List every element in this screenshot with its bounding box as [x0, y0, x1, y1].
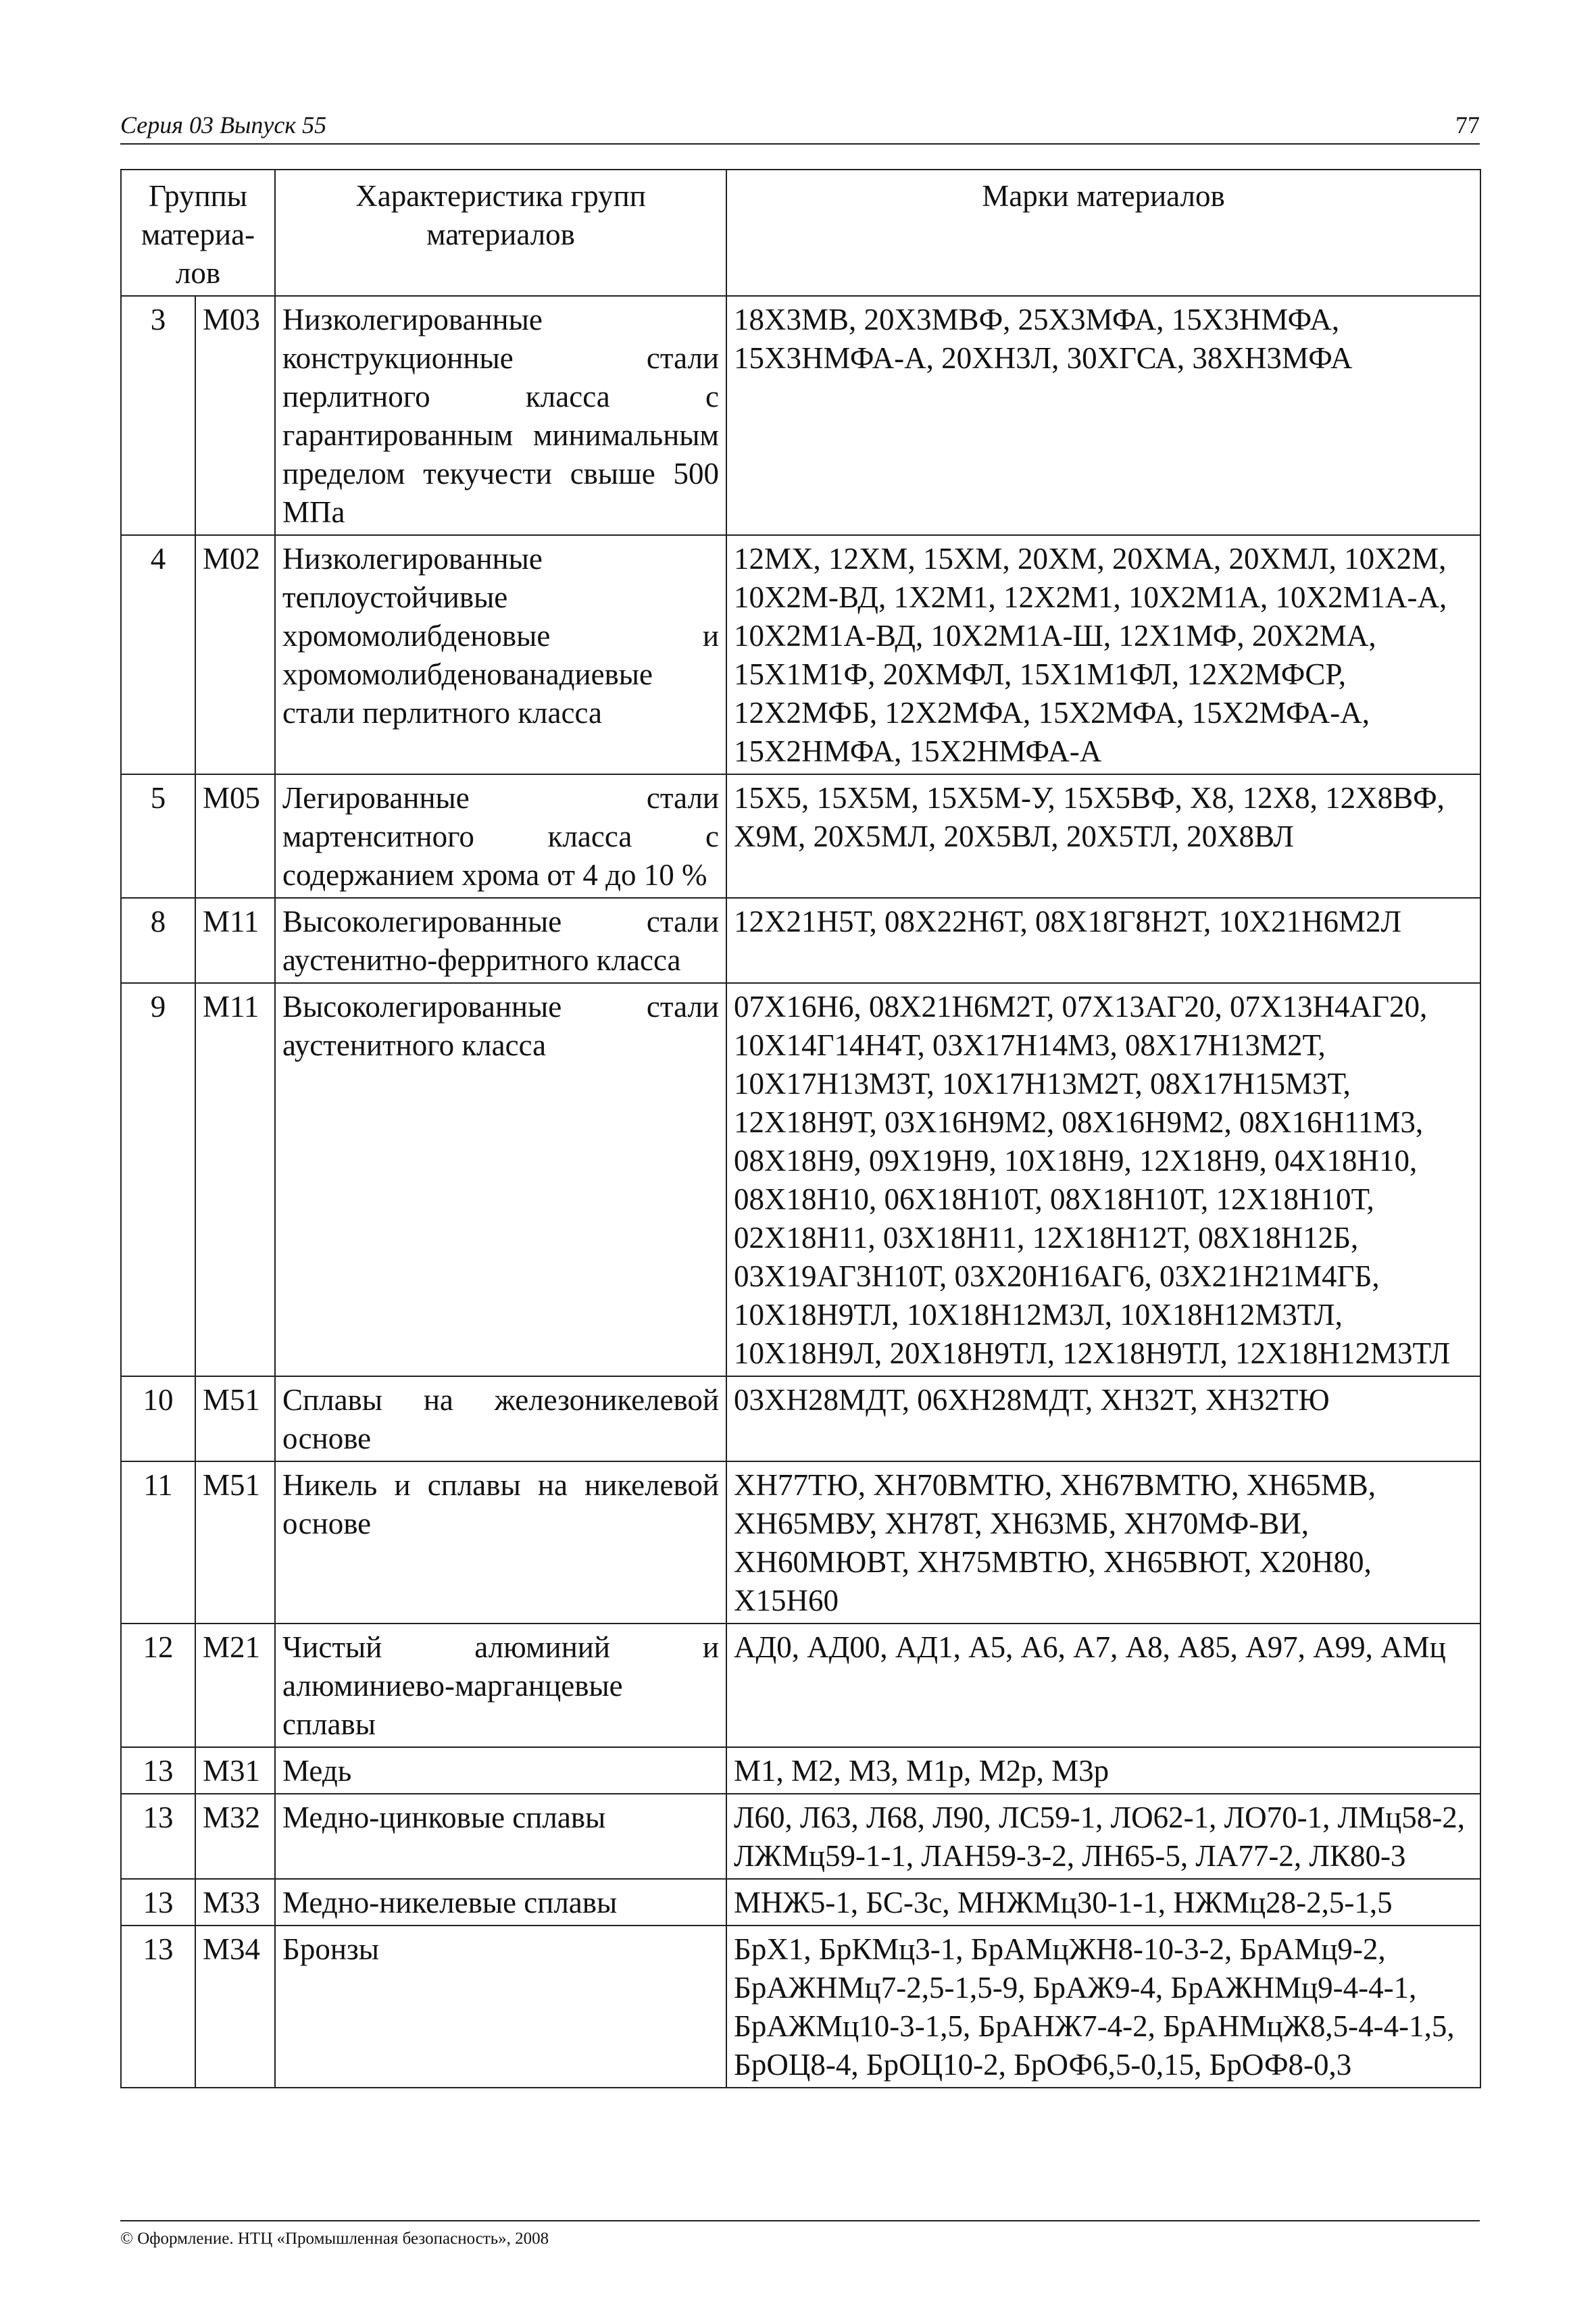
table-row — [121, 535, 1480, 774]
table-row — [121, 1376, 1480, 1461]
copyright-footer: © Оформление. НТЦ «Промышленная безопасность», 2008 — [120, 2230, 549, 2248]
table-row — [121, 296, 1480, 535]
table-row — [121, 983, 1480, 1376]
table-row — [121, 1794, 1480, 1879]
page-number: 77 — [1455, 111, 1480, 139]
group-description: Медь — [275, 1747, 726, 1794]
group-number: 8 — [121, 898, 195, 983]
group-number: 13 — [121, 1926, 195, 2088]
group-code: M11 — [195, 898, 275, 983]
group-description: Низколегированные теплоустойчивые хромомолибденовые и хромомолибденованадиевые стали перлитного класса — [275, 535, 726, 774]
material-grades: 12МХ, 12ХМ, 15ХМ, 20ХМ, 20ХМА, 20ХМЛ, 10Х2М, 10Х2М-ВД, 1Х2М1, 12Х2М1, 10Х2М1А, 10Х2М1А-А, 10Х2М1А-ВД, 10Х2М1А-Ш, 12Х1МФ, 20Х2МА, 15Х1М1Ф, 20ХМФЛ, 15Х1М1ФЛ, 12Х2МФСР, 12Х2МФБ, 12Х2МФА, 15Х2МФА, 15Х2МФА-А, 15Х2НМФА, 15Х2НМФА-А — [726, 535, 1480, 774]
table-row — [121, 774, 1480, 898]
material-grades: Л60, Л63, Л68, Л90, ЛС59-1, ЛО62-1, ЛО70-1, ЛМц58-2, ЛЖМц59-1-1, ЛАН59-3-2, ЛН65-5, ЛА77-2, ЛК80-3 — [726, 1794, 1480, 1879]
material-grades: М1, М2, М3, М1р, М2р, М3р — [726, 1747, 1480, 1794]
group-number: 11 — [121, 1461, 195, 1624]
group-number: 10 — [121, 1376, 195, 1461]
material-grades: БрХ1, БрКМц3-1, БрАМцЖН8-10-3-2, БрАМц9-2, БрАЖНМц7-2,5-1,5-9, БрАЖ9-4, БрАЖНМц9-4-4-1, БрАЖМц10-3-1,5, БрАНЖ7-4-2, БрАНМцЖ8,5-4-4-1,5, БрОЦ8-4, БрОЦ10-2, БрОФ6,5-0,15, БрОФ8-0,3 — [726, 1926, 1480, 2088]
material-grades: 15Х5, 15Х5М, 15Х5М-У, 15Х5ВФ, Х8, 12Х8, 12Х8ВФ, Х9М, 20Х5МЛ, 20Х5ВЛ, 20Х5ТЛ, 20Х8ВЛ — [726, 774, 1480, 898]
group-number: 3 — [121, 296, 195, 535]
group-number: 13 — [121, 1794, 195, 1879]
group-code: M32 — [195, 1794, 275, 1879]
table-row — [121, 1926, 1480, 2088]
header-grades: Марки материалов — [726, 170, 1480, 296]
group-description: Медно-никелевые сплавы — [275, 1879, 726, 1926]
group-code: M33 — [195, 1879, 275, 1926]
group-description: Медно-цинковые сплавы — [275, 1794, 726, 1879]
table-header-row — [121, 170, 1480, 296]
group-code: M21 — [195, 1624, 275, 1747]
group-description: Низколегированные конструкционные стали перлитного класса с гарантированным минимальным пределом текучести свыше 500 МПа — [275, 296, 726, 535]
table-row — [121, 1461, 1480, 1624]
group-code: M31 — [195, 1747, 275, 1794]
group-code: M11 — [195, 983, 275, 1376]
group-number: 12 — [121, 1624, 195, 1747]
group-description: Сплавы на железоникелевой основе — [275, 1376, 726, 1461]
group-description: Чистый алюминий и алюминиево-марганцевые сплавы — [275, 1624, 726, 1747]
group-number: 13 — [121, 1747, 195, 1794]
group-number: 9 — [121, 983, 195, 1376]
material-grades: 18Х3МВ, 20Х3МВФ, 25Х3МФА, 15Х3НМФА, 15Х3НМФА-А, 20ХН3Л, 30ХГСА, 38ХН3МФА — [726, 296, 1480, 535]
header-divider — [120, 143, 1480, 145]
group-number: 5 — [121, 774, 195, 898]
group-code: M03 — [195, 296, 275, 535]
group-description: Легированные стали мартенситного класса с содержанием хрома от 4 до 10 % — [275, 774, 726, 898]
group-code: M34 — [195, 1926, 275, 2088]
group-description: Высоколегированные стали аустенитно-ферритного класса — [275, 898, 726, 983]
group-number: 4 — [121, 535, 195, 774]
group-code: M51 — [195, 1376, 275, 1461]
material-grades: ХН77ТЮ, ХН70ВМТЮ, ХН67ВМТЮ, ХН65МВ, ХН65МВУ, ХН78Т, ХН63МБ, ХН70МФ-ВИ, ХН60МЮВТ, ХН75МВТЮ, ХН65ВЮТ, Х20Н80, Х15Н60 — [726, 1461, 1480, 1624]
material-grades: 12Х21Н5Т, 08Х22Н6Т, 08Х18Г8Н2Т, 10Х21Н6М2Л — [726, 898, 1480, 983]
group-description: Никель и сплавы на никелевой основе — [275, 1461, 726, 1624]
material-grades: 03ХН28МДТ, 06ХН28МДТ, ХН32Т, ХН32ТЮ — [726, 1376, 1480, 1461]
group-code: M02 — [195, 535, 275, 774]
group-code: M05 — [195, 774, 275, 898]
header-groups: Группы материа-лов — [121, 170, 275, 296]
material-grades: 07Х16Н6, 08Х21Н6М2Т, 07Х13АГ20, 07Х13Н4АГ20, 10Х14Г14Н4Т, 03Х17Н14М3, 08Х17Н13М2Т, 10Х17Н13М3Т, 10Х17Н13М2Т, 08Х17Н15М3Т, 12Х18Н9Т, 03Х16Н9М2, 08Х16Н9М2, 08Х16Н11М3, 08Х18Н9, 09Х19Н9, 10Х18Н9, 12Х18Н9, 04Х18Н10, 08Х18Н10, 06Х18Н10Т, 08Х18Н10Т, 12Х18Н10Т, 02Х18Н11, 03Х18Н11, 12Х18Н12Т, 08Х18Н12Б, 03Х19АГ3Н10Т, 03Х20Н16АГ6, 03Х21Н21М4ГБ, 10Х18Н9ТЛ, 10Х18Н12М3Л, 10Х18Н12М3ТЛ, 10Х18Н9Л, 20Х18Н9ТЛ, 12Х18Н9ТЛ, 12Х18Н12М3ТЛ — [726, 983, 1480, 1376]
table-row — [121, 1747, 1480, 1794]
materials-table — [120, 169, 1481, 2088]
table-row — [121, 1879, 1480, 1926]
table-row — [121, 898, 1480, 983]
material-grades: АД0, АД00, АД1, А5, А6, А7, А8, А85, А97, А99, АМц — [726, 1624, 1480, 1747]
series-title: Серия 03 Выпуск 55 — [120, 111, 327, 139]
group-code: M51 — [195, 1461, 275, 1624]
group-description: Бронзы — [275, 1926, 726, 2088]
group-description: Высоколегированные стали аустенитного класса — [275, 983, 726, 1376]
page-header — [120, 108, 1480, 142]
header-characteristics: Характеристика групп материалов — [275, 170, 726, 296]
table-row — [121, 1624, 1480, 1747]
footer-divider — [120, 2220, 1480, 2221]
material-grades: МНЖ5-1, БС-3с, МНЖМц30-1-1, НЖМц28-2,5-1,5 — [726, 1879, 1480, 1926]
group-number: 13 — [121, 1879, 195, 1926]
